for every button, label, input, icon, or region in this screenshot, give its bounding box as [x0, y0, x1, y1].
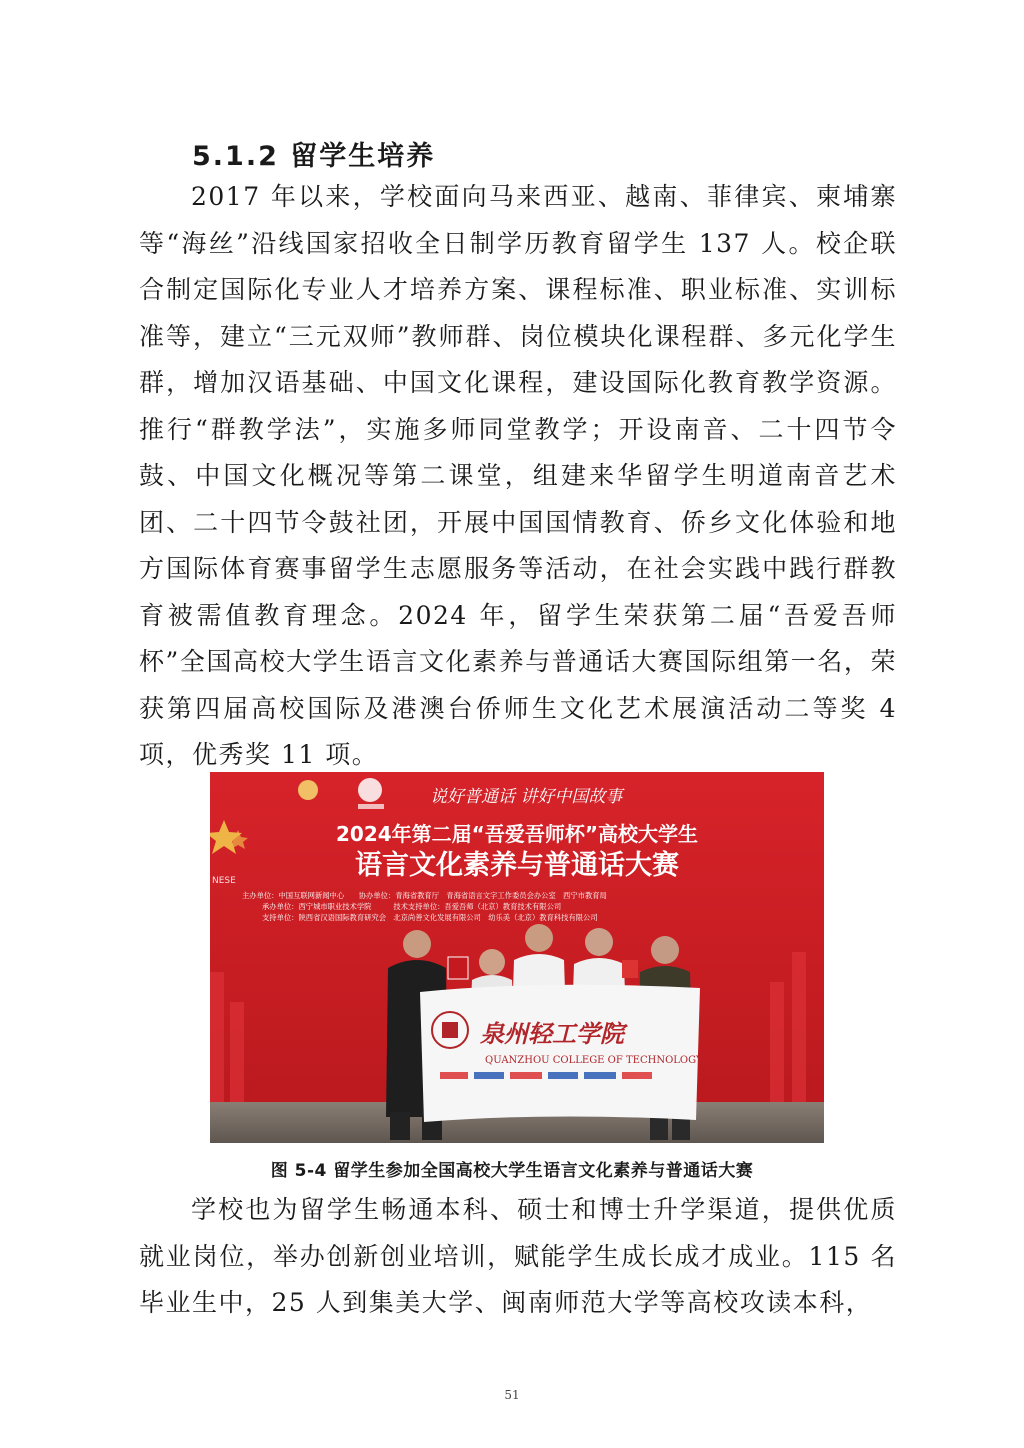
- banner-line-1: 2024年第二届“吾爱吾师杯”高校大学生: [336, 822, 698, 846]
- organizer-line-3: 支持单位：陕西省汉语国际教育研究会 北京尚善文化发展有限公司 幼乐美（北京）教育科技有限公司: [262, 913, 598, 922]
- school-flag: [420, 985, 703, 1122]
- body-paragraph-2: 学校也为留学生畅通本科、硕士和博士升学渠道，提供优质就业岗位，举办创新创业培训，赋能学生成长成才成业。115 名毕业生中，25 人到集美大学、闽南师范大学等高校攻读本科，: [139, 1195, 897, 1317]
- section-heading: 5.1.2 留学生培养: [192, 141, 436, 172]
- banner-line-2: 语言文化素养与普通话大赛: [355, 850, 679, 881]
- organizer-line-1: 主办单位：中国互联网新闻中心 协办单位：青海省教育厅 青海省语言文字工作委员会办公室 西宁市教育局: [242, 891, 607, 900]
- side-text: NESE: [212, 876, 236, 886]
- logo-icon: [298, 778, 384, 809]
- event-photo: [210, 772, 824, 1143]
- body-paragraph-1: 2017 年以来，学校面向马来西亚、越南、菲律宾、柬埔寨等“海丝”沿线国家招收全日制学历教育留学生 137 人。校企联合制定国际化专业人才培养方案、课程标准、职业标准、实训标准等，建立“三元双师”教师群、岗位模块化课程群、多元化学生群，增加汉语基础、中国文化课程，建设国际化教育教学资源。推行“群教学法”，实施多师同堂教学；开设南音、二十四节令鼓、中国文化概况等第二课堂，组建来华留学生明道南音艺术团、二十四节令鼓社团，开展中国国情教育、侨乡文化体验和地方国际体育赛事留学生志愿服务等活动，在社会实践中践行群教育被需值教育理念。2024 年，留学生荣获第二届“吾爱吾师杯”全国高校大学生语言文化素养与普通话大赛国际组第一名，荣获第四届高校国际及港澳台侨师生文化艺术展演活动二等奖 4 项，优秀奖 11 项。: [139, 182, 897, 769]
- page-number: 51: [504, 1388, 520, 1402]
- figure-caption: 图 5-4 留学生参加全国高校大学生语言文化素养与普通话大赛: [270, 1161, 754, 1181]
- flag-en: QUANZHOU COLLEGE OF TECHNOLOGY: [485, 1055, 703, 1066]
- slogan: 说好普通话 讲好中国故事: [430, 787, 623, 807]
- flag-cn: 泉州轻工学院: [480, 1019, 624, 1048]
- star-icon: [210, 820, 248, 854]
- organizer-line-2: 承办单位：西宁城市职业技术学院 技术支持单位：吾爱吾师（北京）教育技术有限公司: [262, 902, 562, 911]
